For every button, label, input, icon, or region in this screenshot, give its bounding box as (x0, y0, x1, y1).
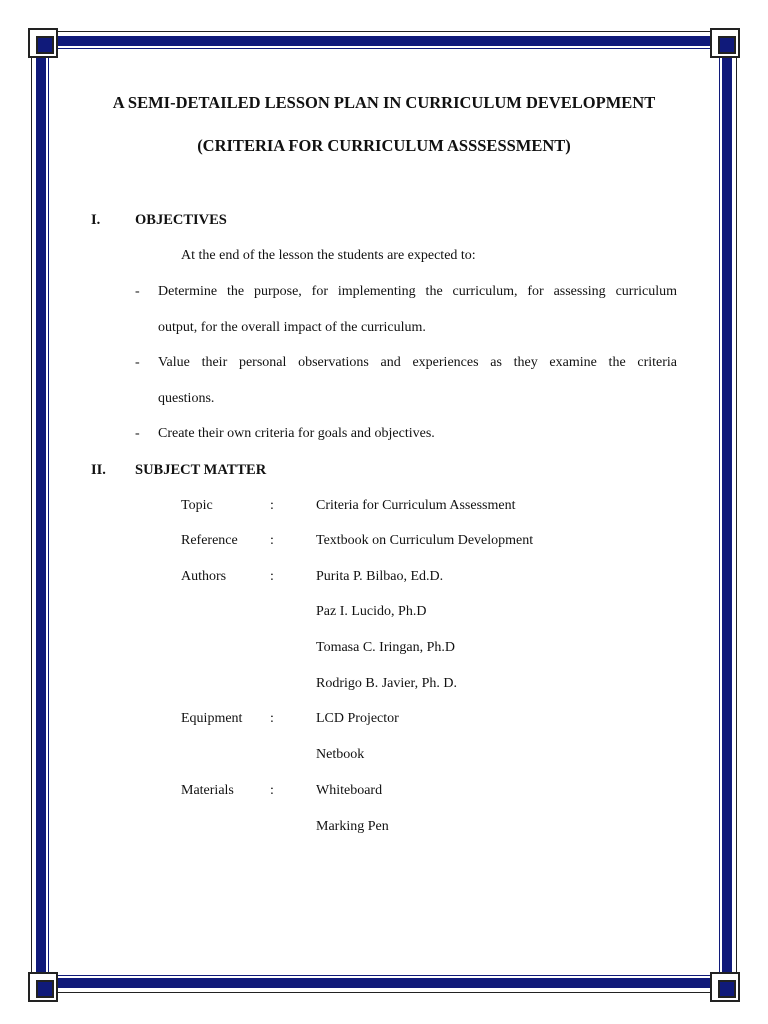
objective-item: Determine the purpose, for implementing the curriculum, for assessing curriculum (158, 284, 677, 299)
materials-item: Whiteboard (316, 783, 383, 798)
bullet-marker: - (135, 426, 140, 441)
label-separator: : (270, 711, 274, 726)
section-number-objectives: I. (91, 212, 101, 228)
section-heading-objectives: OBJECTIVES (135, 212, 227, 228)
author-name: Paz I. Lucido, Ph.D (316, 604, 427, 619)
document-title: A SEMI-DETAILED LESSON PLAN IN CURRICULUM DEVELOPMENT (112, 93, 656, 112)
label-separator: : (270, 498, 274, 513)
objectives-intro: At the end of the lesson the students are expected to: (181, 248, 476, 263)
border-corner-ornament (710, 972, 740, 1002)
equipment-item: Netbook (316, 747, 365, 762)
equipment-item: LCD Projector (316, 711, 399, 726)
materials-label: Materials (181, 783, 234, 798)
reference-value: Textbook on Curriculum Development (316, 533, 534, 548)
section-number-subject-matter: II. (91, 462, 106, 478)
author-name: Rodrigo B. Javier, Ph. D. (316, 676, 457, 691)
author-name: Tomasa C. Iringan, Ph.D (316, 640, 456, 655)
topic-value: Criteria for Curriculum Assessment (316, 498, 516, 513)
label-separator: : (270, 783, 274, 798)
bullet-marker: - (135, 284, 140, 299)
label-separator: : (270, 533, 274, 548)
topic-label: Topic (181, 498, 213, 513)
objective-item-continuation: questions. (158, 391, 215, 406)
label-separator: : (270, 569, 274, 584)
objective-item: Create their own criteria for goals and objectives. (158, 426, 435, 441)
authors-label: Authors (181, 569, 227, 584)
section-heading-subject-matter: SUBJECT MATTER (135, 462, 267, 478)
objective-item: Value their personal observations and experiences as they examine the criteria (158, 355, 677, 370)
border-corner-ornament (710, 28, 740, 58)
equipment-label: Equipment (181, 711, 243, 726)
objective-item-continuation: output, for the overall impact of the curriculum. (158, 320, 426, 335)
bullet-marker: - (135, 355, 140, 370)
document-subtitle: (CRITERIA FOR CURRICULUM ASSSESSMENT) (197, 136, 571, 155)
author-name: Purita P. Bilbao, Ed.D. (316, 569, 444, 584)
reference-label: Reference (181, 533, 238, 548)
border-corner-ornament (28, 972, 58, 1002)
border-corner-ornament (28, 28, 58, 58)
materials-item: Marking Pen (316, 819, 389, 834)
